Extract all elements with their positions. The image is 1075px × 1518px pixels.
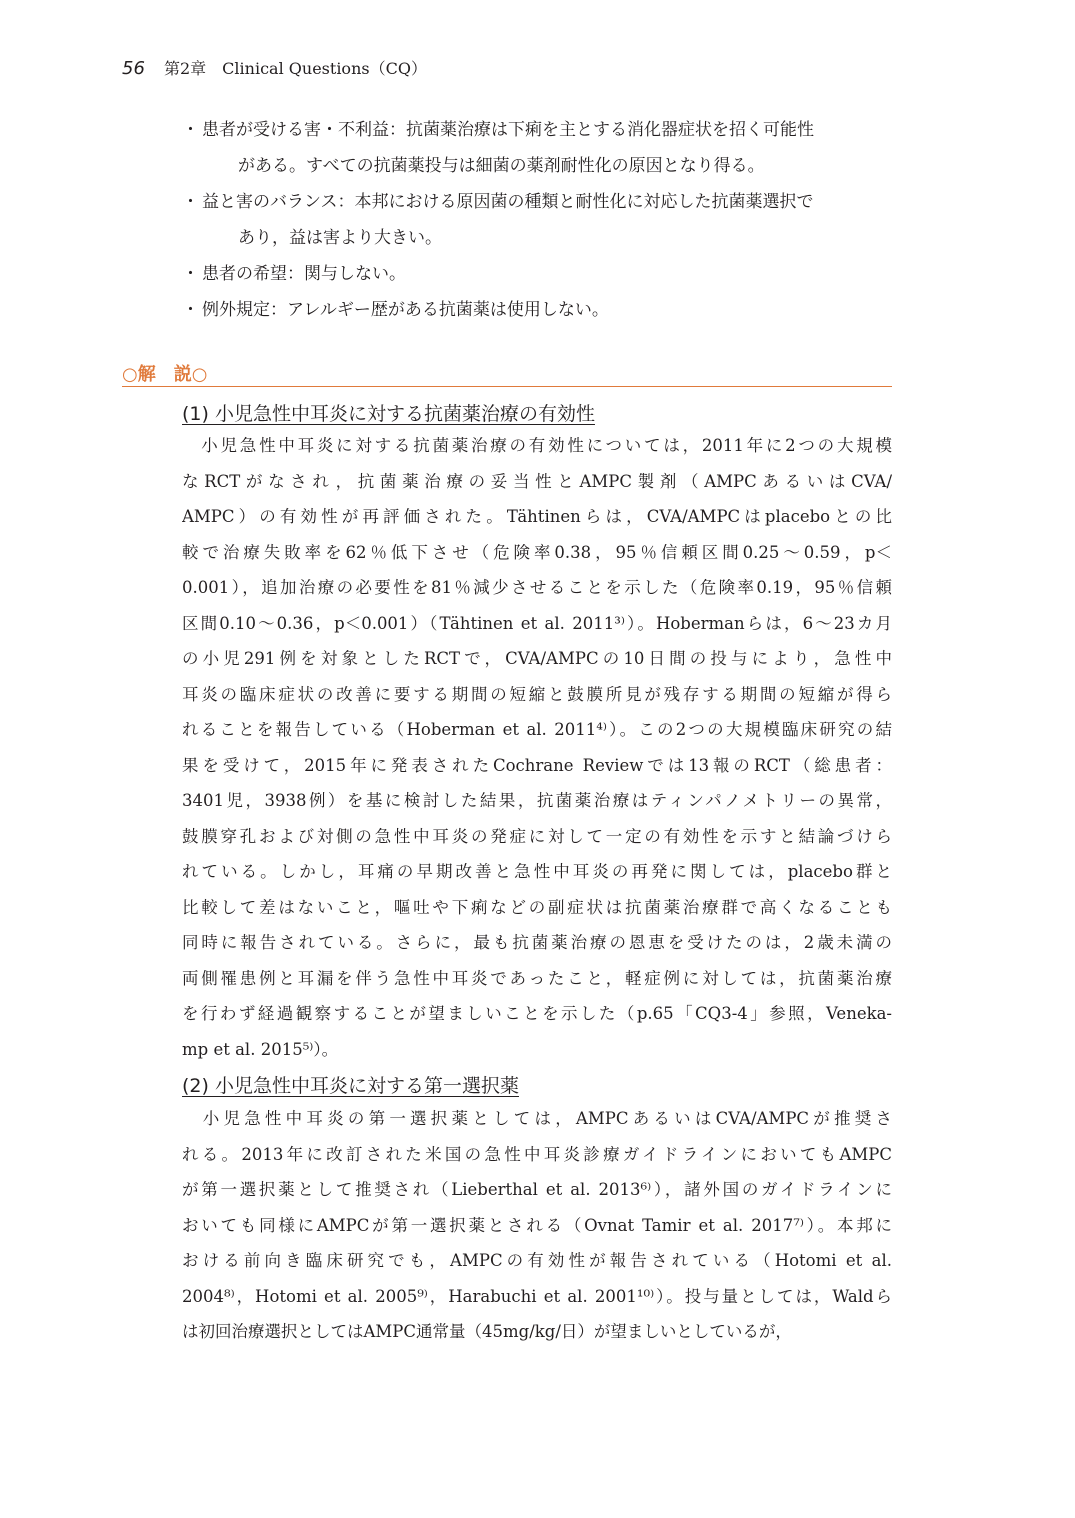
text-line: なRCTがなされ，抗菌薬治療の妥当性とAMPC製剤（AMPCあるいはCVA/ [182, 471, 892, 491]
bullet-item [182, 292, 894, 328]
text-line: 耳炎の臨床症状の改善に要する期間の短縮と鼓膜所見が残存する期間の短縮が得ら [182, 684, 892, 704]
text-line: れる。2013年に改訂された米国の急性中耳炎診療ガイドラインにおいてもAMPC [182, 1144, 892, 1164]
page-header [122, 56, 427, 79]
text-line: 0.001），追加治療の必要性を81％減少させることを示した（危険率0.19，95％信頼 [182, 578, 892, 597]
chapter-title: 第2章 Clinical Questions（CQ） [164, 59, 427, 78]
text-line: 比較して差はないこと，嘔吐や下痢などの副症状は抗菌薬治療群で高くなることも [182, 897, 892, 917]
text-line: AMPC）の有効性が再評価された。Tähtinenらは，CVA/AMPCはplaceboとの比 [182, 507, 892, 526]
bullet-dot: ・ [182, 192, 199, 212]
bullet-continuation: あり，益は害より大きい。 [238, 228, 442, 248]
text-line: 較で治療失敗率を62％低下させ（危険率0.38，95％信頼区間0.25～0.59，p＜ [182, 542, 892, 562]
subsection-title-2: (2) 小児急性中耳炎に対する第一選択薬 [182, 1075, 519, 1097]
bullet-text: 患者の希望：関与しない。 [202, 264, 406, 284]
bullet-continuation: がある。すべての抗菌薬投与は細菌の薬剤耐性化の原因となり得る。 [238, 156, 765, 176]
section-heading [122, 360, 892, 387]
bullet-item [182, 112, 894, 184]
subsection-title-1: (1) 小児急性中耳炎に対する抗菌薬治療の有効性 [182, 403, 595, 425]
bullet-text: 例外規定：アレルギー歴がある抗菌薬は使用しない。 [202, 300, 609, 320]
bullet-dot: ・ [182, 264, 199, 284]
text-line: れている。しかし，耳痛の早期改善と急性中耳炎の再発に関しては，placebo群と [182, 862, 892, 881]
text-line: を行わず経過観察することが望ましいことを示した（p.65「CQ3-4」参照，Veneka- [182, 1004, 892, 1023]
text-line: おいても同様にAMPCが第一選択薬とされる（Ovnat Tamir et al. 2017⁷⁾）。本邦に [182, 1215, 892, 1235]
text-line: 両側罹患例と耳漏を伴う急性中耳炎であったこと，軽症例に対しては，抗菌薬治療 [182, 968, 892, 988]
bullet-dot: ・ [182, 300, 199, 320]
recommendation-bullet-list [182, 112, 894, 328]
text-line: 2004⁸⁾，Hotomi et al. 2005⁹⁾，Harabuchi et al. 2001¹⁰⁾）。投与量としては，Waldら [182, 1286, 892, 1306]
text-line: の小児291例を対象としたRCTで，CVA/AMPCの10日間の投与により，急性中 [182, 649, 892, 668]
text-line: は初回治療選択としてはAMPC通常量（45mg/kg/日）が望ましいとしているが， [182, 1322, 792, 1341]
section-title: ○解 説○ [122, 364, 208, 385]
bullet-dot: ・ [182, 120, 199, 140]
bullet-item [182, 184, 894, 256]
bullet-item [182, 256, 894, 292]
text-line: おける前向き臨床研究でも，AMPCの有効性が報告されている（Hotomi et al. [182, 1251, 892, 1270]
paragraph-2 [182, 1101, 892, 1350]
text-line: 同時に報告されている。さらに，最も抗菌薬治療の恩恵を受けたのは，2歳未満の [182, 933, 892, 952]
page-number: 56 [122, 58, 145, 79]
text-line: が第一選択薬として推奨され（Lieberthal et al. 2013⁶⁾），諸外国のガイドラインに [182, 1180, 892, 1199]
text-line: 小児急性中耳炎に対する抗菌薬治療の有効性については，2011年に2つの大規模 [182, 436, 892, 455]
text-line: 果を受けて，2015年に発表されたCochrane Reviewでは13報のRCT（総患者： [182, 755, 892, 775]
text-line: 区間0.10～0.36，p＜0.001）（Tähtinen et al. 2011³⁾）。Hobermanらは，6～23カ月 [182, 613, 892, 633]
text-line: 小児急性中耳炎の第一選択薬としては，AMPCあるいはCVA/AMPCが推奨さ [182, 1109, 892, 1128]
bullet-text: 患者が受ける害・不利益：抗菌薬治療は下痢を主とする消化器症状を招く可能性 [202, 120, 814, 140]
text-line: 3401児，3938例）を基に検討した結果，抗菌薬治療はティンパノメトリーの異常， [182, 791, 892, 810]
text-line: 鼓膜穿孔および対側の急性中耳炎の発症に対して一定の有効性を示すと結論づけら [182, 826, 892, 846]
text-line: mp et al. 2015⁵⁾）。 [182, 1039, 339, 1059]
paragraph-1 [182, 428, 892, 1067]
text-line: れることを報告している（Hoberman et al. 2011⁴⁾）。この2つの大規模臨床研究の結 [182, 720, 892, 739]
bullet-text: 益と害のバランス：本邦における原因菌の種類と耐性化に対応した抗菌薬選択で [202, 192, 814, 212]
